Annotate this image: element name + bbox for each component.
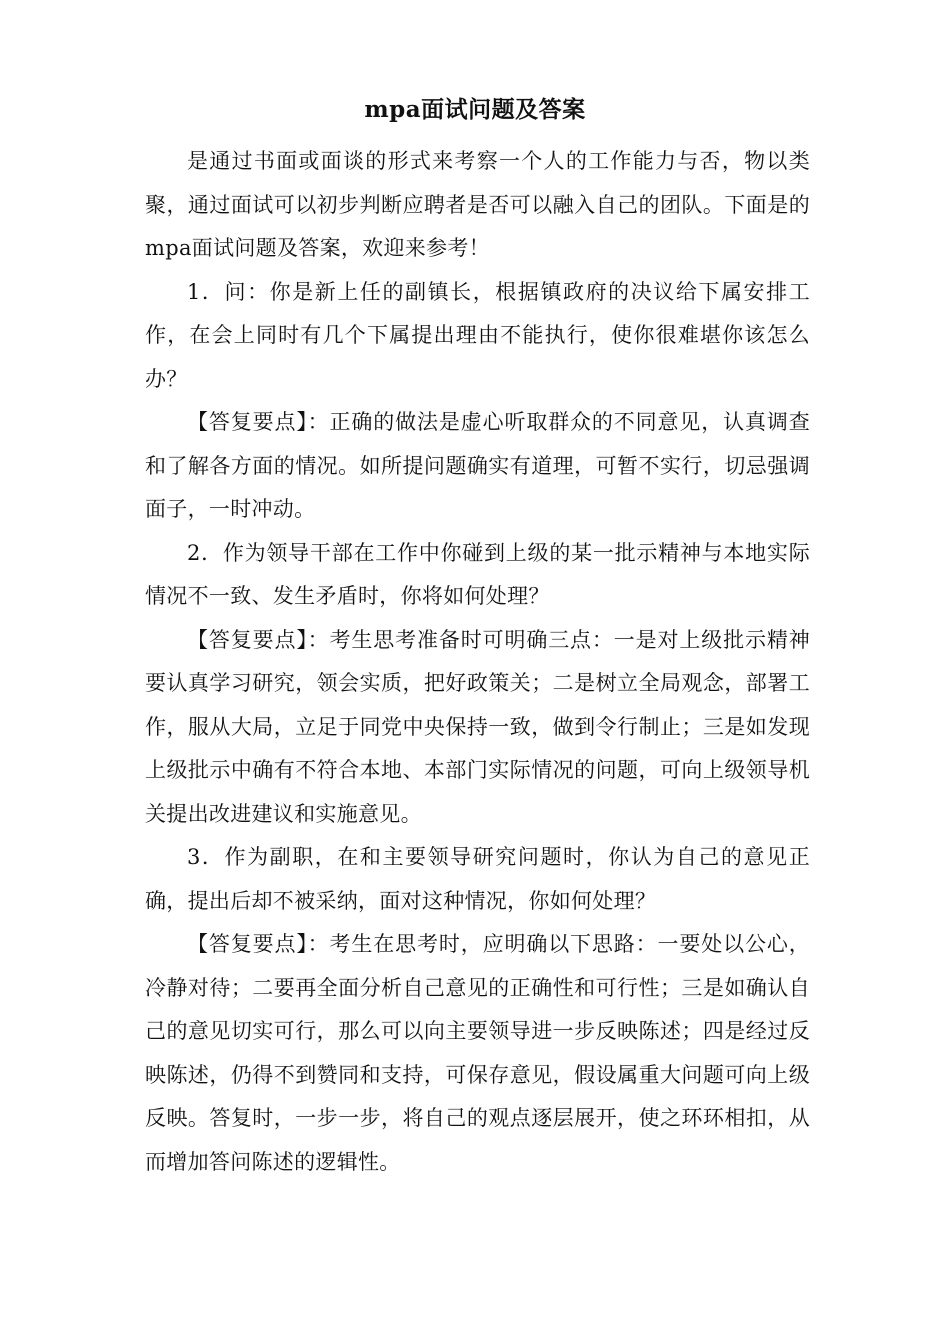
question-2: 2．作为领导干部在工作中你碰到上级的某一批示精神与本地实际情况不一致、发生矛盾时，你将如何处理？ [145, 540, 810, 608]
document-body [145, 140, 810, 1184]
question-3: 3．作为副职，在和主要领导研究问题时，你认为自己的意见正确，提出后却不被采纳，面对这种情况，你如何处理？ [145, 845, 810, 913]
answer-3: 【答复要点】：考生在思考时，应明确以下思路：一要处以公心，冷静对待；二要再全面分析自己意见的正确性和可行性；三是如确认自己的意见切实可行，那么可以向主要领导进一步反映陈述；四是经过反映陈述，仍得不到赞同和支持，可保存意见，假设属重大问题可向上级反映。答复时，一步一步，将自己的观点逐层展开，使之环环相扣，从而增加答问陈述的逻辑性。 [145, 932, 810, 1174]
question-1: 1．问：你是新上任的副镇长，根据镇政府的决议给下属安排工作，在会上同时有几个下属提出理由不能执行，使你很难堪你该怎么办？ [145, 279, 810, 391]
answer-1: 【答复要点】：正确的做法是虚心听取群众的不同意见，认真调查和了解各方面的情况。如所提问题确实有道理，可暂不实行，切忌强调面子，一时冲动。 [145, 410, 810, 521]
document-title: mpa面试问题及答案 [364, 96, 586, 123]
answer-2: 【答复要点】：考生思考准备时可明确三点：一是对上级批示精神要认真学习研究，领会实质，把好政策关；二是树立全局观念，部署工作，服从大局，立足于同党中央保持一致，做到令行制止；三是如发现上级批示中确有不符合本地、本部门实际情况的问题，可向上级领导机关提出改进建议和实施意见。 [145, 627, 810, 826]
intro-paragraph: 是通过书面或面谈的形式来考察一个人的工作能力与否，物以类聚，通过面试可以初步判断应聘者是否可以融入自己的团队。下面是的mpa面试问题及答案，欢迎来参考！ [145, 149, 810, 260]
